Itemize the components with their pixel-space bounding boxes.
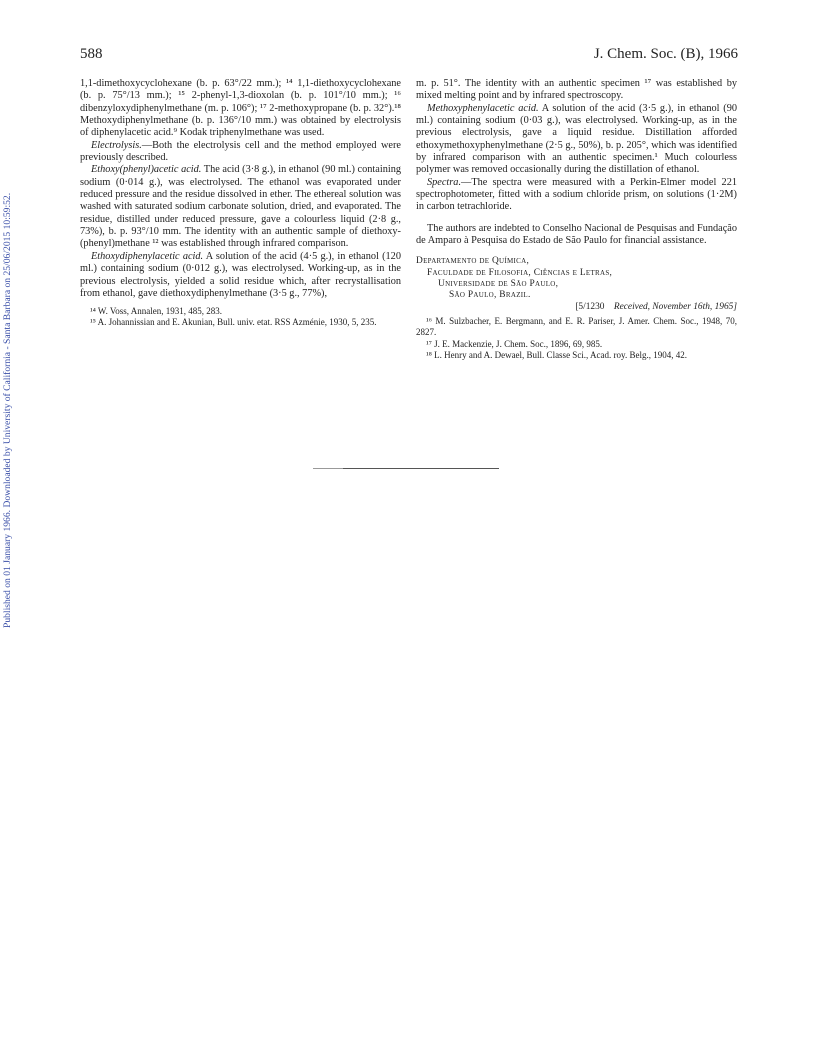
ethoxydiphenylacetic-heading: Ethoxydiphenylacetic acid.: [91, 250, 204, 262]
acknowledgement-paragraph: The authors are indebted to Conselho Nacional de Pesquisas and Fundação de Amparo à Pesquisa do Estado de São Paulo for financial assistance.: [416, 222, 737, 247]
methoxyphenylacetic-paragraph: Methoxyphenylacetic acid. A solution of the acid (3·5 g.), in ethanol (90 ml.) containing sodium (0·03 g.), was electrolysed. Working-up, as in the previous electrolysis, gave a liquid residue. Distillation afforded ethoxymethoxyphenylmethane (2·5 g., 50%), b. p. 205°, which was identified by infrared comparison with an authentic specimen.¹ Much colourless polymer was removed occasionally during the distillation of ethanol.: [416, 102, 738, 176]
address-faculty: Faculdade de Filosofia, Ciências e Letras,: [427, 267, 613, 278]
manuscript-reference: [5/1230: [575, 301, 605, 312]
compound-list-paragraph: 1,1-dimethoxycyclohexane (b. p. 63°/22 mm.); ¹⁴ 1,1-diethoxycyclohexane (b. p. 75°/13 mm.); ¹⁵ 2-phenyl-1,3-dioxolan (b. p. 101°/10 mm.); ¹⁶ dibenzyloxydiphenylmethane (m. p. 106°); ¹⁷ 2-methoxypropane (b. p. 32°).¹⁸ Methoxydiphenylmethane (b. p. 136°/10 mm.) was obtained by electrolysis of diphenylacetic acid.⁹ Kodak triphenylmethane was used.: [80, 78, 401, 139]
address-department: Departamento de Química,: [416, 256, 530, 267]
spectra-heading: Spectra.: [427, 176, 462, 188]
electrolysis-paragraph: Electrolysis.—Both the electrolysis cell and the method employed were previously described.: [80, 139, 401, 164]
left-column: [80, 78, 401, 329]
journal-citation: J. Chem. Soc. (B), 1966: [593, 46, 738, 62]
ethoxydiphenylacetic-paragraph: Ethoxydiphenylacetic acid. A solution of the acid (4·5 g.), in ethanol (120 ml.) containing sodium (0·012 g.), was electrolysed. Working-up, as in the previous electrolysis, yielded a solid residue which, after recrystallisation from ethanol, gave diethoxydiphenylmethane (3·5 g., 77%),: [80, 250, 401, 299]
methoxyphenylacetic-heading: Methoxyphenylacetic acid.: [427, 102, 539, 114]
footnote-14: ¹⁴ W. Voss, Annalen, 1931, 485, 283.: [90, 306, 223, 317]
right-footnotes: [416, 316, 737, 361]
address-university: Universidade de São Paulo,: [438, 279, 559, 290]
footnote-18: ¹⁸ L. Henry and A. Dewael, Bull. Classe Sci., Acad. roy. Belg., 1904, 42.: [426, 349, 687, 360]
footnote-15: ¹⁵ A. Johannissian and E. Akunian, Bull. univ. etat. RSS Azménie, 1930, 5, 235.: [90, 317, 377, 328]
author-address: [416, 256, 737, 312]
page-header: [80, 46, 738, 66]
received-date: [5/1230 Received, November 16th, 1965]: [575, 301, 737, 312]
ethoxyphenylacetic-paragraph: Ethoxy(phenyl)acetic acid. The acid (3·8 g.), in ethanol (90 ml.) containing sodium (0·014 g.), was electrolysed. The ethanol was evaporated under reduced pressure and the residue dissolved in ether. The ethereal solution was washed with saturated sodium carbonate solution, dried, and evaporated. The residue, distilled under reduced pressure, gave a colourless liquid (2·8 g., 73%), b. p. 93°/10 mm. The identity with an authentic sample of diethoxy-(phenyl)methane ¹² was established through infrared comparison.: [80, 164, 401, 250]
footnote-17: ¹⁷ J. E. Mackenzie, J. Chem. Soc., 1896, 69, 985.: [426, 338, 603, 349]
electrolysis-heading: Electrolysis.: [91, 139, 142, 151]
end-rule: [313, 468, 499, 469]
right-column: [416, 78, 737, 361]
identity-paragraph: m. p. 51°. The identity with an authentic specimen ¹⁷ was established by mixed melting point and by infrared spectroscopy.: [416, 78, 737, 102]
left-footnotes: [80, 306, 401, 329]
footnote-16: ¹⁶ M. Sulzbacher, E. Bergmann, and E. R. Pariser, J. Amer. Chem. Soc., 1948, 70, 2827.: [416, 315, 737, 338]
address-city: São Paulo, Brazil.: [449, 290, 531, 301]
download-watermark: Published on 01 January 1966. Downloaded by University of California - Santa Barbara on 25/06/2015 10:59:52.: [2, 192, 13, 628]
ethoxyphenylacetic-heading: Ethoxy(phenyl)acetic acid.: [91, 164, 202, 176]
spectra-paragraph: Spectra.—The spectra were measured with a Perkin-Elmer model 221 spectrophotometer, fitted with a sodium chloride prism, on solutions (1·2M) in carbon tetrachloride.: [416, 176, 737, 213]
page-number: 588: [80, 46, 103, 62]
